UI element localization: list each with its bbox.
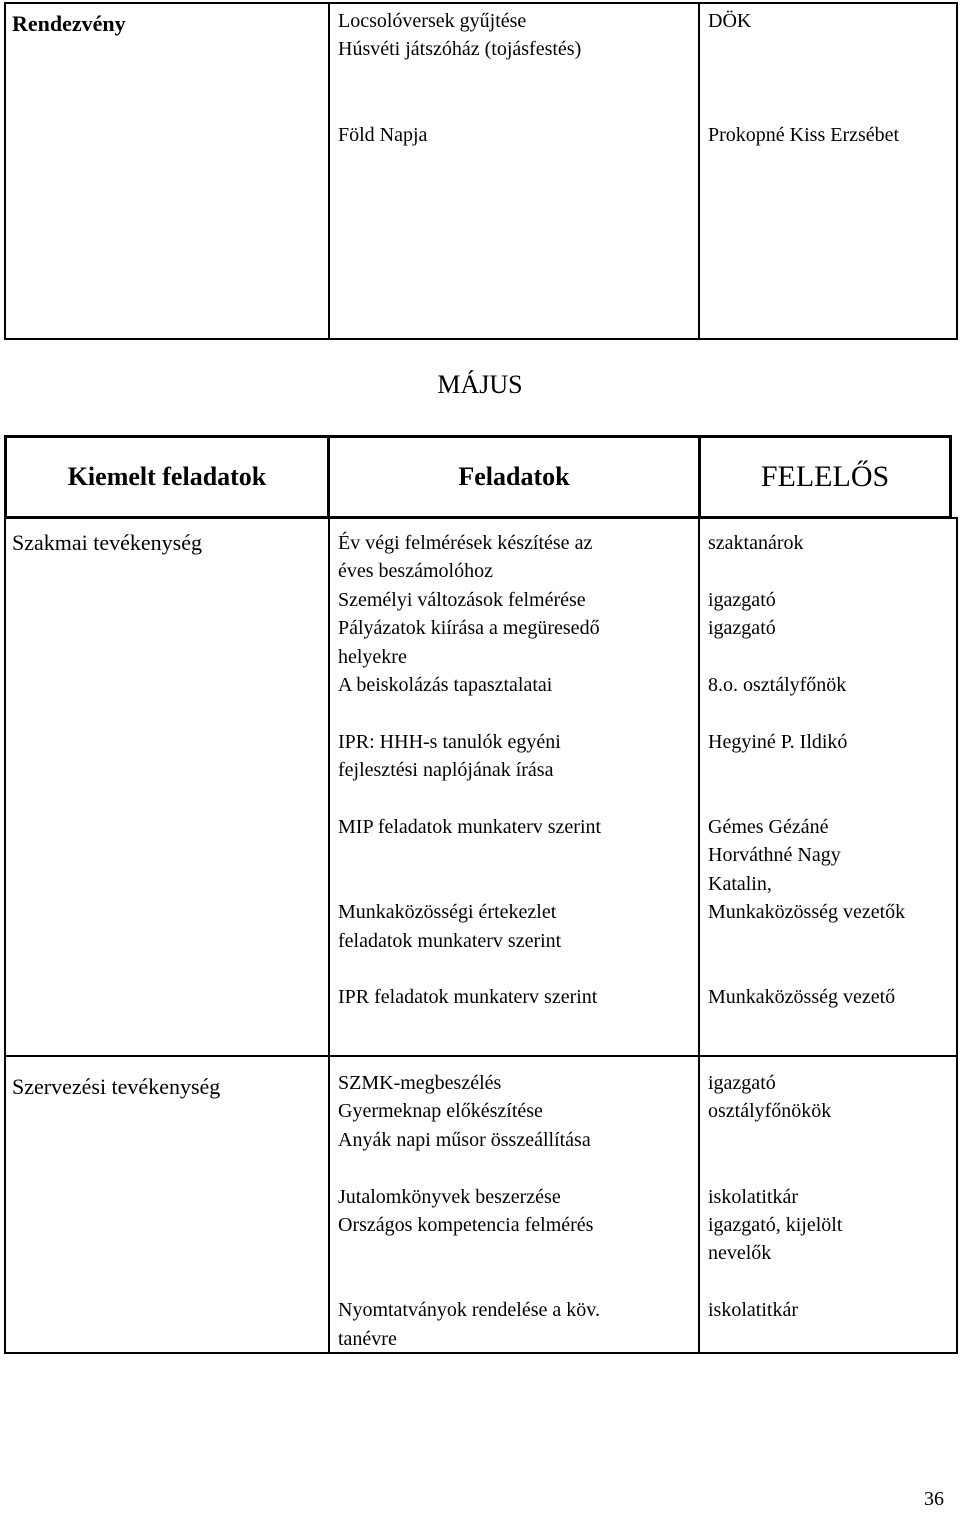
list-item	[338, 1239, 698, 1267]
row-category-cell	[6, 1057, 328, 1352]
list-item	[708, 1154, 956, 1182]
divider	[698, 519, 700, 1352]
list-item	[338, 64, 698, 92]
list-item	[708, 35, 956, 63]
list-item: A beiskolázás tapasztalatai	[338, 674, 553, 697]
list-item: Anyák napi műsor összeállítása	[338, 1128, 591, 1151]
plan-table	[4, 517, 958, 1354]
list-item	[338, 1154, 698, 1182]
row-category: Szervezési tevékenység	[12, 1074, 221, 1099]
list-item: Nyomtatványok rendelése a köv.	[338, 1299, 600, 1322]
row-tasks-cell	[330, 519, 698, 1055]
list-item	[708, 927, 956, 955]
list-item: Munkaközösség vezető	[708, 986, 896, 1009]
list-item: Pályázatok kiírása a megüresedő	[338, 617, 600, 640]
table-row	[6, 1057, 956, 1352]
header-col-felelos: FELELŐS	[760, 460, 890, 493]
list-item: Személyi változások felmérése	[338, 588, 586, 611]
event-tasks-cell	[330, 4, 698, 338]
list-item: Horváthné Nagy	[708, 844, 841, 867]
list-item	[708, 643, 956, 671]
list-item: Országos kompetencia felmérés	[338, 1214, 594, 1237]
list-item: igazgató	[708, 1072, 776, 1094]
event-category: Rendezvény	[12, 11, 126, 36]
list-item: Munkaközösség vezetők	[708, 901, 906, 924]
list-item	[338, 92, 698, 120]
header-col-feladatok: Feladatok	[458, 462, 570, 491]
list-item: igazgató	[708, 617, 776, 640]
list-item: iskolatitkár	[708, 1299, 798, 1322]
row-category: Szakmai tevékenység	[12, 530, 202, 555]
list-item: Prokopné Kiss Erzsébet	[708, 123, 900, 146]
list-item: tanévre	[338, 1327, 397, 1350]
divider	[328, 519, 330, 1352]
list-item: Gyermeknap előkészítése	[338, 1100, 543, 1123]
row-tasks-list	[338, 1069, 698, 1353]
list-item	[708, 756, 956, 784]
list-item	[338, 841, 698, 869]
list-item: Húsvéti játszóház (tojásfestés)	[338, 38, 582, 61]
section-title: MÁJUS	[437, 370, 523, 399]
list-item: IPR: HHH-s tanulók egyéni	[338, 730, 561, 753]
list-item	[708, 92, 956, 120]
list-item: osztályfőnökök	[708, 1100, 832, 1123]
list-item: igazgató, kijelölt	[708, 1214, 843, 1236]
list-item: SZMK-megbeszélés	[338, 1072, 502, 1094]
list-item: DÖK	[708, 10, 752, 32]
row-tasks-list	[338, 529, 698, 1012]
list-item: Locsolóversek gyűjtése	[338, 10, 527, 32]
list-item	[338, 785, 698, 813]
list-item: iskolatitkár	[708, 1185, 798, 1208]
list-item: MIP feladatok munkaterv szerint	[338, 816, 602, 839]
event-category-cell	[6, 4, 328, 338]
list-item: Jutalomkönyvek beszerzése	[338, 1185, 561, 1208]
list-item	[708, 64, 956, 92]
event-responsible-list	[708, 7, 956, 149]
list-item: Gémes Gézáné	[708, 815, 829, 838]
list-item: feladatok munkaterv szerint	[338, 929, 562, 952]
list-item	[708, 1325, 956, 1353]
list-item	[708, 1126, 956, 1154]
row-responsible-cell	[700, 1057, 956, 1352]
list-item: Katalin,	[708, 872, 772, 895]
list-item: 8.o. osztályfőnök	[708, 674, 847, 696]
list-item	[338, 955, 698, 983]
row-responsible-list	[708, 1069, 956, 1353]
list-item	[708, 785, 956, 813]
page-number: 36	[924, 1488, 944, 1510]
list-item: helyekre	[338, 645, 407, 668]
event-responsible-cell	[700, 4, 956, 338]
table-row	[6, 519, 956, 1055]
list-item: igazgató	[708, 588, 776, 611]
list-item: Hegyiné P. Ildikó	[708, 730, 848, 753]
list-item	[338, 870, 698, 898]
row-tasks-cell	[330, 1057, 698, 1352]
row-responsible-cell	[700, 519, 956, 1055]
event-tasks-list	[338, 7, 698, 149]
header-table	[4, 435, 952, 519]
list-item: Munkaközösségi értekezlet	[338, 901, 557, 924]
list-item	[338, 699, 698, 727]
list-item: Év végi felmérések készítése az	[338, 532, 593, 554]
list-item: Föld Napja	[338, 123, 428, 146]
list-item	[338, 1268, 698, 1296]
list-item: fejlesztési naplójának írása	[338, 759, 554, 782]
header-col-kiemelt: Kiemelt feladatok	[67, 462, 267, 491]
list-item	[708, 557, 956, 585]
list-item: szaktanárok	[708, 532, 804, 554]
list-item: IPR feladatok munkaterv szerint	[338, 986, 598, 1009]
list-item	[708, 955, 956, 983]
row-category-cell	[6, 519, 328, 1055]
event-table	[4, 2, 958, 340]
row-responsible-list	[708, 529, 956, 1012]
list-item: nevelők	[708, 1242, 772, 1265]
list-item: éves beszámolóhoz	[338, 560, 493, 583]
list-item	[708, 699, 956, 727]
list-item	[708, 1268, 956, 1296]
